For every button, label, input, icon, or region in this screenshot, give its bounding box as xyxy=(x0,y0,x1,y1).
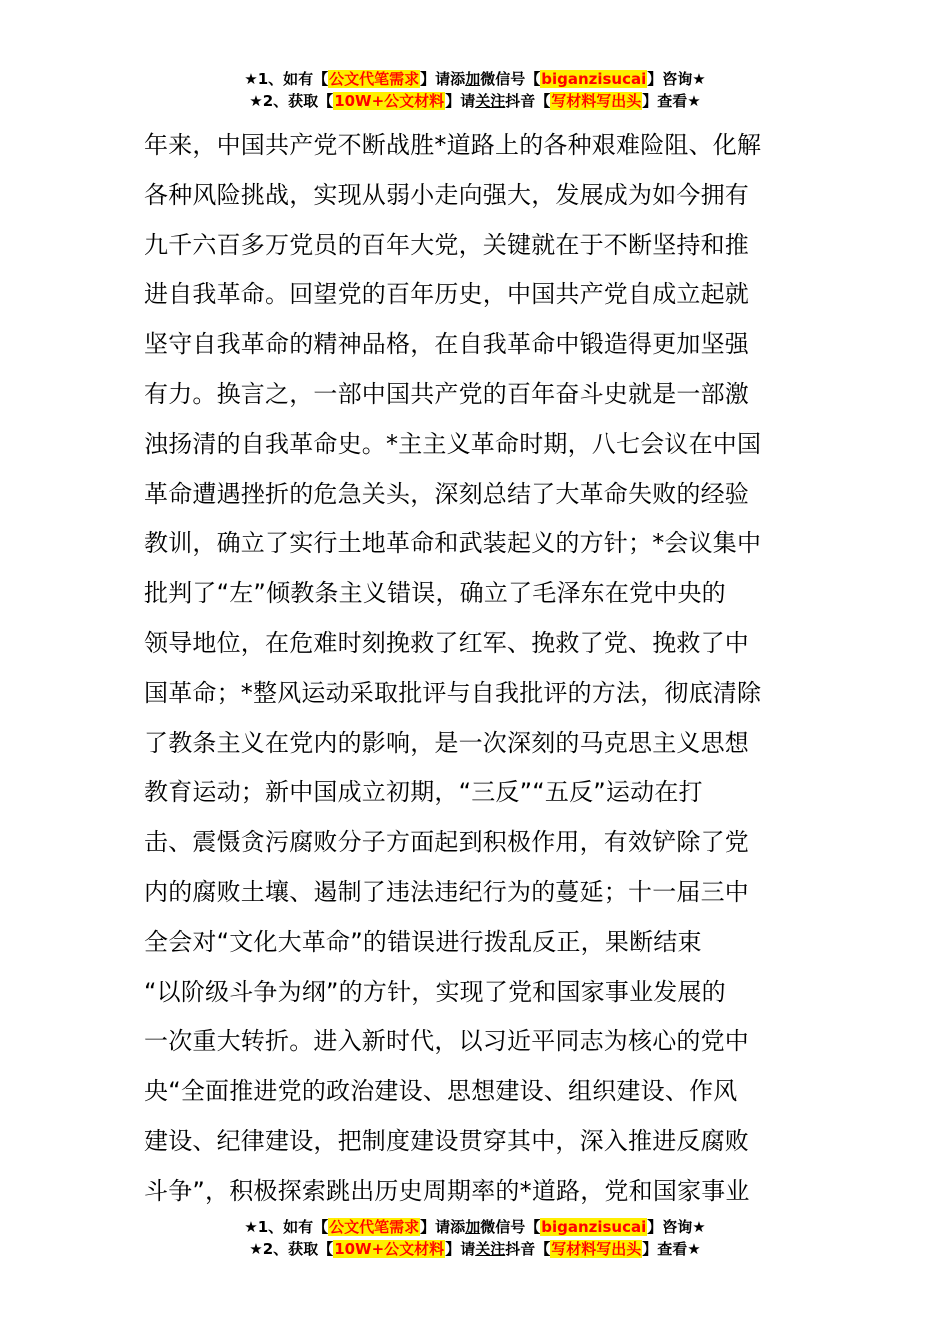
body-line: 坚守自我革命的精神品格，在自我革命中锻造得更加坚强 xyxy=(144,330,749,359)
banner-text: ★1、如有【 xyxy=(244,70,329,88)
body-line: 进自我革命。回望党的百年历史，中国共产党自成立起就 xyxy=(144,280,749,309)
banner-underlined-text: 加 xyxy=(465,1218,481,1236)
banner-text: 】请 xyxy=(445,1240,476,1258)
banner-text: 抖音【 xyxy=(505,92,551,110)
body-line: 各种风险挑战，实现从弱小走向强大，发展成为如今拥有 xyxy=(144,180,749,209)
banner-text: 】查看★ xyxy=(642,1240,701,1258)
douyin-account-highlight: 写材料写出头 xyxy=(551,92,642,110)
header-banner-line-1 xyxy=(0,68,950,90)
banner-text: 抖音【 xyxy=(505,1240,551,1258)
body-line: 领导地位，在危难时刻挽救了红军、挽救了党、挽救了中 xyxy=(144,628,749,657)
footer-banner-line-1 xyxy=(0,1216,950,1238)
header-banner xyxy=(0,68,950,112)
ghostwriting-highlight: 公文代笔需求 xyxy=(329,70,420,88)
body-line: 教训，确立了实行土地革命和武装起义的方针；*会议集中 xyxy=(144,529,762,558)
banner-text: 】请添 xyxy=(420,70,466,88)
body-line: 革命遭遇挫折的危急关头，深刻总结了大革命失败的经验 xyxy=(144,479,749,508)
footer-banner-line-2 xyxy=(0,1238,950,1260)
banner-text: 】请添 xyxy=(420,1218,466,1236)
banner-text: 】请 xyxy=(445,92,476,110)
ghostwriting-highlight: 公文代笔需求 xyxy=(329,1218,420,1236)
body-line: “以阶级斗争为纲”的方针，实现了党和国家事业发展的 xyxy=(144,977,726,1006)
materials-highlight: 10W+公文材料 xyxy=(334,92,445,110)
banner-underlined-text: 关注 xyxy=(475,92,506,110)
body-line: 浊扬清的自我革命史。*主主义革命时期，八七会议在中国 xyxy=(144,429,762,458)
body-line: 内的腐败土壤、遏制了违法违纪行为的蔓延；十一届三中 xyxy=(144,877,749,906)
banner-underlined-text: 关注 xyxy=(475,1240,506,1258)
body-line: 斗争”，积极探索跳出历史周期率的*道路，党和国家事业 xyxy=(144,1176,750,1205)
banner-text: ★1、如有【 xyxy=(244,1218,329,1236)
body-line: 年来，中国共产党不断战胜*道路上的各种艰难险阻、化解 xyxy=(144,131,762,159)
banner-text: 微信号【 xyxy=(480,1218,541,1236)
materials-highlight: 10W+公文材料 xyxy=(334,1240,445,1258)
document-body xyxy=(144,121,814,1217)
header-banner-line-2 xyxy=(0,90,950,112)
wechat-id-highlight: biganzisucai xyxy=(541,70,647,88)
banner-text: ★2、获取【 xyxy=(249,92,334,110)
banner-text: 】咨询★ xyxy=(647,70,706,88)
banner-text: 】咨询★ xyxy=(647,1218,706,1236)
body-line: 一次重大转折。进入新时代，以习近平同志为核心的党中 xyxy=(144,1027,749,1056)
banner-text: 】查看★ xyxy=(642,92,701,110)
body-line: 击、震慑贪污腐败分子方面起到积极作用，有效铲除了党 xyxy=(144,828,749,857)
body-line: 国革命；*整风运动采取批评与自我批评的方法，彻底清除 xyxy=(144,678,762,707)
banner-text: 微信号【 xyxy=(480,70,541,88)
body-line: 央“全面推进党的政治建设、思想建设、组织建设、作风 xyxy=(144,1077,738,1106)
body-line: 教育运动；新中国成立初期，“三反”“五反”运动在打 xyxy=(144,778,703,807)
footer-banner xyxy=(0,1216,950,1260)
body-line: 九千六百多万党员的百年大党，关键就在于不断坚持和推 xyxy=(144,230,749,259)
douyin-account-highlight: 写材料写出头 xyxy=(551,1240,642,1258)
body-line: 批判了“左”倾教条主义错误，确立了毛泽东在党中央的 xyxy=(144,579,726,608)
banner-text: ★2、获取【 xyxy=(249,1240,334,1258)
wechat-id-highlight: biganzisucai xyxy=(541,1218,647,1236)
body-line: 建设、纪律建设，把制度建设贯穿其中，深入推进反腐败 xyxy=(144,1126,749,1155)
body-line: 有力。换言之，一部中国共产党的百年奋斗史就是一部激 xyxy=(144,379,749,408)
body-line: 了教条主义在党内的影响，是一次深刻的马克思主义思想 xyxy=(144,728,749,757)
body-line: 全会对“文化大革命”的错误进行拨乱反正，果断结束 xyxy=(144,927,702,956)
banner-underlined-text: 加 xyxy=(465,70,481,88)
